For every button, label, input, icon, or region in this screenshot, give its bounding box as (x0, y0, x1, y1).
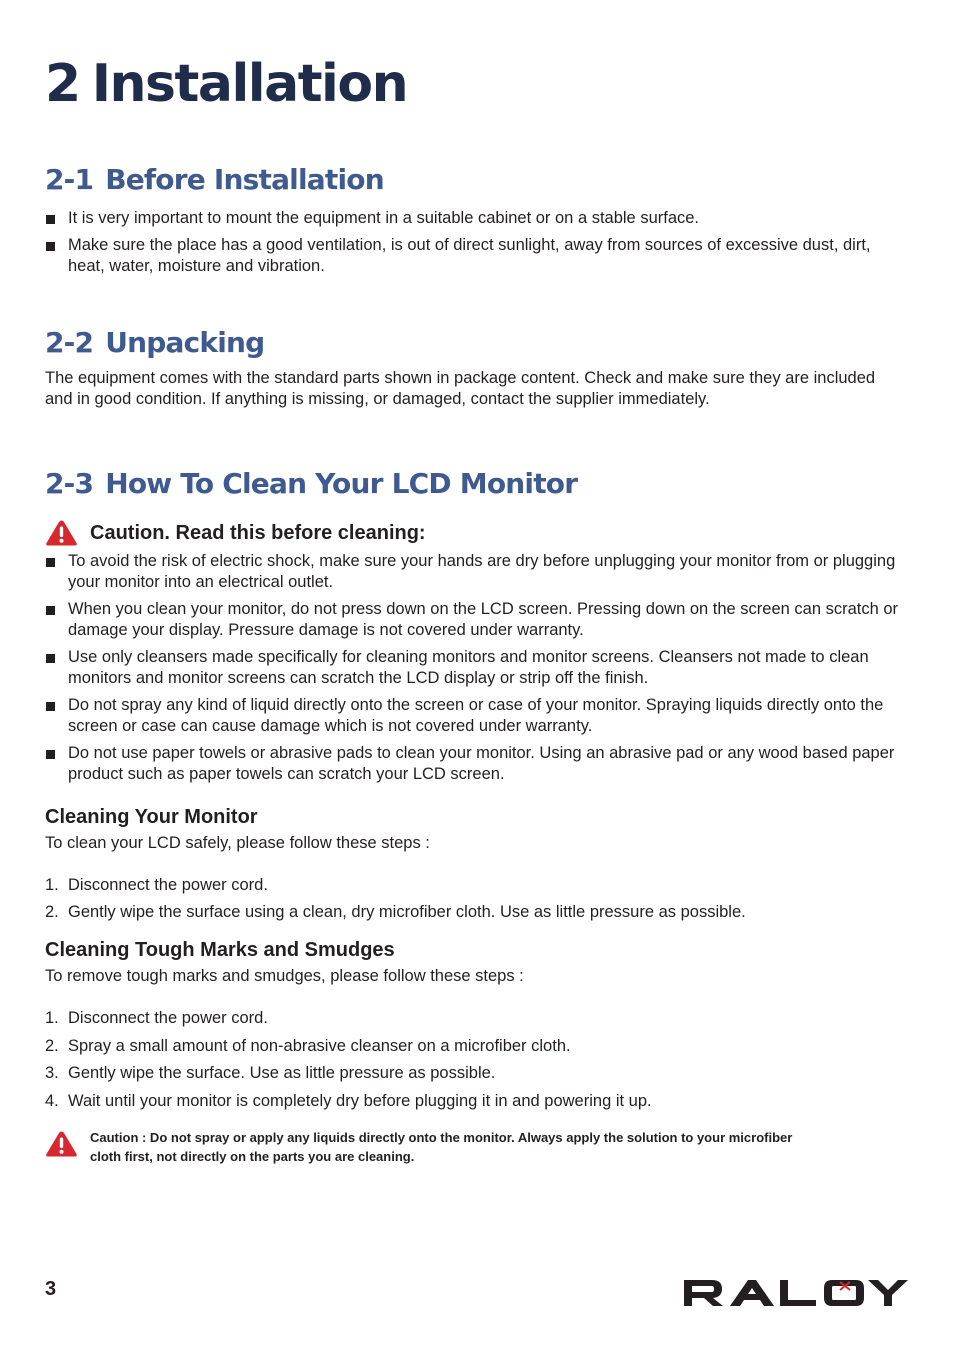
section-2-2-heading (45, 326, 265, 359)
section-number: 2-1 (45, 163, 94, 196)
step-text: Wait until your monitor is completely dry before plugging it in and powering it up. (68, 1091, 652, 1110)
step-number: 3. (45, 1064, 59, 1082)
section-number: 2-2 (45, 326, 94, 359)
step-number: 2. (45, 1036, 59, 1055)
list-item (45, 1063, 910, 1084)
list-item (45, 902, 910, 923)
warning-triangle-icon (45, 1130, 78, 1158)
list-item: When you clean your monitor, do not press down on the LCD screen. Pressing down on the screen can scratch or damage your display. Pressure damage is not covered under warranty. (45, 599, 910, 641)
step-text: Gently wipe the surface. Use as little pressure as possible. (68, 1064, 496, 1082)
step-number: 1. (45, 876, 59, 894)
bottom-caution-note (45, 1128, 810, 1166)
list-item: Do not use paper towels or abrasive pads to clean your monitor. Using an abrasive pad or any wood based paper product such as paper towels can scratch your LCD screen. (45, 743, 910, 785)
section-title: Unpacking (105, 326, 265, 359)
step-number: 1. (45, 1009, 59, 1027)
before-installation-list (45, 208, 910, 277)
step-number: 4. (45, 1091, 59, 1110)
list-item (45, 1091, 910, 1112)
step-text: Spray a small amount of non-abrasive cleanser on a microfiber cloth. (68, 1036, 571, 1055)
cleaning-monitor-heading: Cleaning Your Monitor (45, 806, 258, 828)
section-title: How To Clean Your LCD Monitor (105, 467, 578, 500)
tough-marks-heading: Cleaning Tough Marks and Smudges (45, 939, 395, 961)
list-item (45, 875, 910, 896)
list-item (45, 1008, 910, 1029)
unpacking-paragraph: The equipment comes with the standard parts shown in package content. Check and make sure they are included and in good condition. If anything is missing, or damaged, contact the supplier immediately. (45, 369, 876, 408)
page-number: 3 (45, 1278, 57, 1300)
caution-title: Caution. Read this before cleaning: (90, 521, 426, 544)
raloy-logo (682, 1276, 910, 1310)
chapter-number: 2 (45, 54, 80, 114)
list-item: Make sure the place has a good ventilation, is out of direct sunlight, away from sources of excessive dust, dirt, heat, water, moisture and vibration. (45, 235, 910, 277)
list-item: Do not spray any kind of liquid directly onto the screen or case of your monitor. Spraying liquids directly onto the screen or case can cause damage which is not covered under warranty. (45, 695, 910, 737)
cleaning-steps (45, 875, 910, 923)
step-text: Disconnect the power cord. (68, 1009, 268, 1027)
section-2-1-heading (45, 163, 384, 196)
list-item: To avoid the risk of electric shock, make sure your hands are dry before unplugging your monitor from or plugging your monitor into an electrical outlet. (45, 551, 910, 593)
cleaning-caution-list (45, 551, 910, 785)
caution-heading (45, 518, 426, 548)
list-item: Use only cleansers made specifically for cleaning monitors and monitor screens. Cleansers not made to clean monitors and monitor screens can scratch the LCD display or strip off the finish. (45, 647, 910, 689)
bottom-caution-text: Caution : Do not spray or apply any liquids directly onto the monitor. Always apply the solution to your microfiber cloth first, not directly on the parts you are cleaning. (90, 1130, 793, 1164)
cleaning-intro: To clean your LCD safely, please follow these steps : (45, 834, 430, 852)
list-item (45, 1036, 910, 1057)
section-title: Before Installation (105, 163, 384, 196)
chapter-title (45, 54, 408, 114)
step-number: 2. (45, 903, 59, 921)
chapter-title-text: Installation (91, 54, 408, 114)
step-text: Disconnect the power cord. (68, 876, 268, 894)
warning-triangle-icon (45, 519, 78, 547)
section-2-3-heading (45, 467, 578, 500)
section-number: 2-3 (45, 467, 94, 500)
tough-marks-steps (45, 1008, 910, 1112)
list-item: It is very important to mount the equipment in a suitable cabinet or on a stable surface. (45, 208, 910, 229)
step-text: Gently wipe the surface using a clean, dry microfiber cloth. Use as little pressure as possible. (68, 903, 746, 921)
tough-marks-intro: To remove tough marks and smudges, please follow these steps : (45, 967, 524, 985)
